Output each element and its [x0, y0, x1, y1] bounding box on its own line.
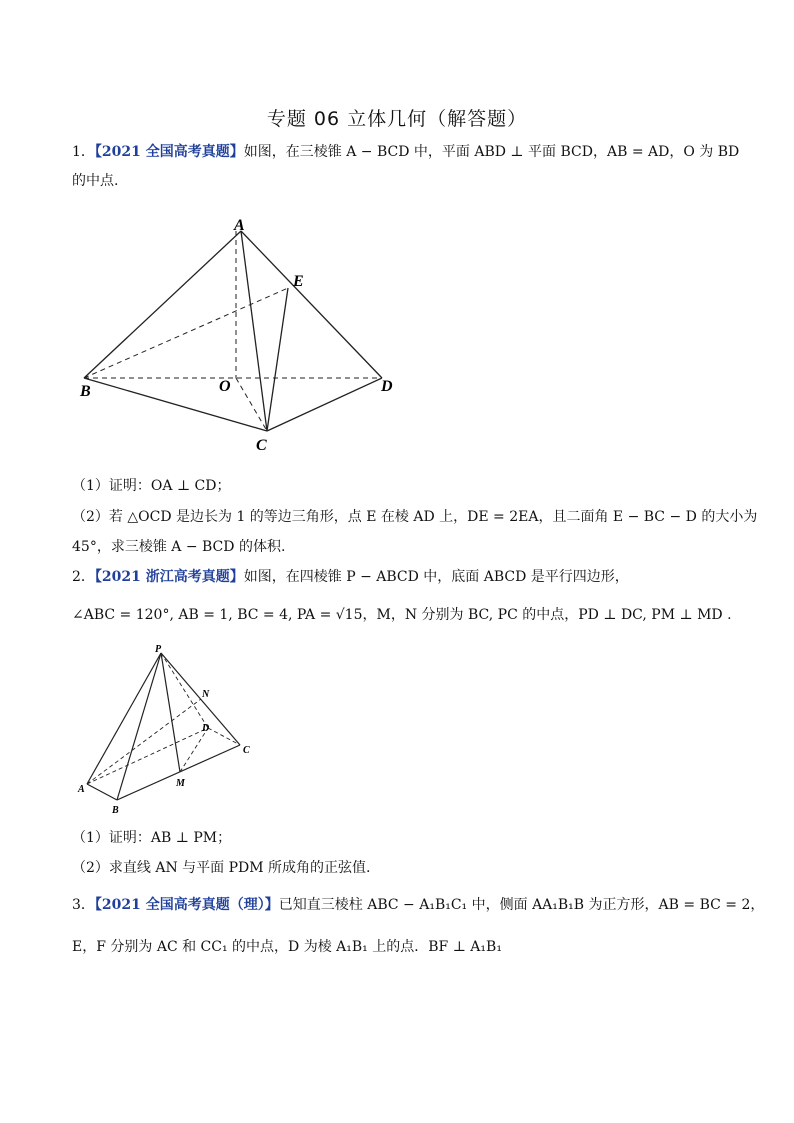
- q1-label-b: B: [80, 383, 91, 400]
- q2-label-a: A: [78, 784, 85, 795]
- q1-label-d: D: [381, 378, 393, 395]
- q2-label-b: B: [112, 805, 119, 816]
- q3-source: 【2021 全国高考真题（理）】: [94, 897, 279, 913]
- q1-label-o: O: [219, 378, 231, 395]
- q2-label-p: P: [155, 644, 162, 655]
- q2-stem-text: 如图，在四棱锥 P − ABCD 中，底面 ABCD 是平行四边形，: [243, 569, 629, 585]
- q2-label-d: D: [202, 723, 210, 734]
- q2-stem-line1: [72, 566, 732, 588]
- q2-stem-line2: ∠ABC = 120°, AB = 1, BC = 4, PA = √15，M，N 分别为 BC, PC 的中点，PD ⊥ DC, PM ⊥ MD .: [72, 607, 732, 623]
- q3-stem-text: 已知直三棱柱 ABC − A₁B₁C₁ 中，侧面 AA₁B₁B 为正方形，AB = BC = 2，: [278, 897, 765, 913]
- q2-label-n: N: [202, 689, 210, 700]
- q2-number: 2．: [72, 569, 95, 585]
- q1-part1: （1）证明：OA ⊥ CD；: [72, 478, 231, 494]
- q2-label-c: C: [243, 745, 250, 756]
- q2-label-m: M: [176, 778, 185, 789]
- q2-part2: （2）求直线 AN 与平面 PDM 所成角的正弦值.: [72, 860, 371, 876]
- q2-source: 【2021 浙江高考真题】: [94, 569, 244, 585]
- q1-part2-line1: （2）若 △OCD 是边长为 1 的等边三角形，点 E 在棱 AD 上，DE = 2EA，且二面角 E − BC − D 的大小为: [72, 509, 758, 525]
- q1-label-e: E: [293, 273, 304, 290]
- q1-part2-line2: 45°，求三棱锥 A − BCD 的体积.: [72, 539, 286, 555]
- q1-number: 1．: [72, 144, 95, 160]
- q1-stem-text: 如图，在三棱锥 A − BCD 中，平面 ABD ⊥ 平面 BCD，AB = AD，O 为 BD: [243, 144, 740, 160]
- q1-source: 【2021 全国高考真题】: [94, 144, 244, 160]
- q3-stem-line2: E，F 分别为 AC 和 CC₁ 的中点，D 为棱 A₁B₁ 上的点．BF ⊥ A₁B₁: [72, 939, 502, 955]
- q2-part1: （1）证明：AB ⊥ PM；: [72, 830, 232, 846]
- q3-number: 3．: [72, 897, 95, 913]
- q3-stem-line1: [72, 894, 765, 916]
- page-title: 专题 06 立体几何（解答题）: [266, 108, 528, 130]
- q1-label-c: C: [256, 437, 267, 454]
- q1-stem-line2: 的中点.: [72, 173, 119, 189]
- q1-label-a: A: [234, 217, 245, 234]
